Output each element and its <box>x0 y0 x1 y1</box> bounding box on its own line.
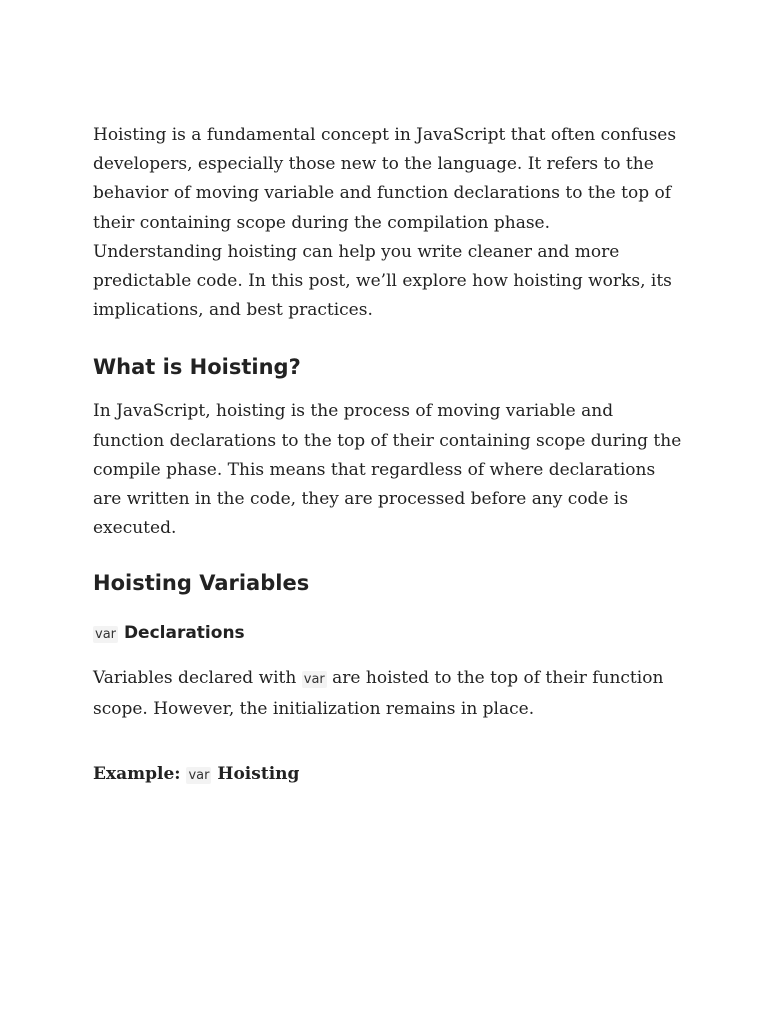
heading-hoisting-variables: Hoisting Variables <box>93 571 310 596</box>
inline-code-var: var <box>188 767 210 783</box>
var-declarations-paragraph <box>93 664 683 723</box>
heading-example-var-hoisting <box>93 762 683 788</box>
var-paragraph-text-before: Variables declared with <box>93 668 302 689</box>
intro-paragraph: Hoisting is a fundamental concept in JavaScript that often confuses developers, especially those new to the language. It refers to the behavior of moving variable and function declarations to the top of their containing scope during the compilation phase. Understanding hoisting can help you write cleaner and more predictable code. In this post, we’ll explore how hoisting works, its implications, and best practices. <box>93 125 677 321</box>
example-suffix: Hoisting <box>217 763 300 784</box>
var-paragraph-text-after: are hoisted to the top of their function scope. However, the initialization remains in place. <box>93 668 664 719</box>
inline-code-var: var <box>303 672 325 688</box>
heading-what-is-hoisting: What is Hoisting? <box>93 355 301 380</box>
heading-var-declarations-text: Declarations <box>123 623 245 644</box>
example-prefix: Example: <box>93 763 181 784</box>
what-is-hoisting-paragraph: In JavaScript, hoisting is the process of moving variable and function declarations to the top of their containing scope during the compile phase. This means that regardless of where declarations are written in the code, they are processed before any code is executed. <box>93 401 682 539</box>
article-body <box>93 121 683 788</box>
inline-code-var: var <box>95 627 117 643</box>
heading-var-declarations <box>93 621 683 647</box>
